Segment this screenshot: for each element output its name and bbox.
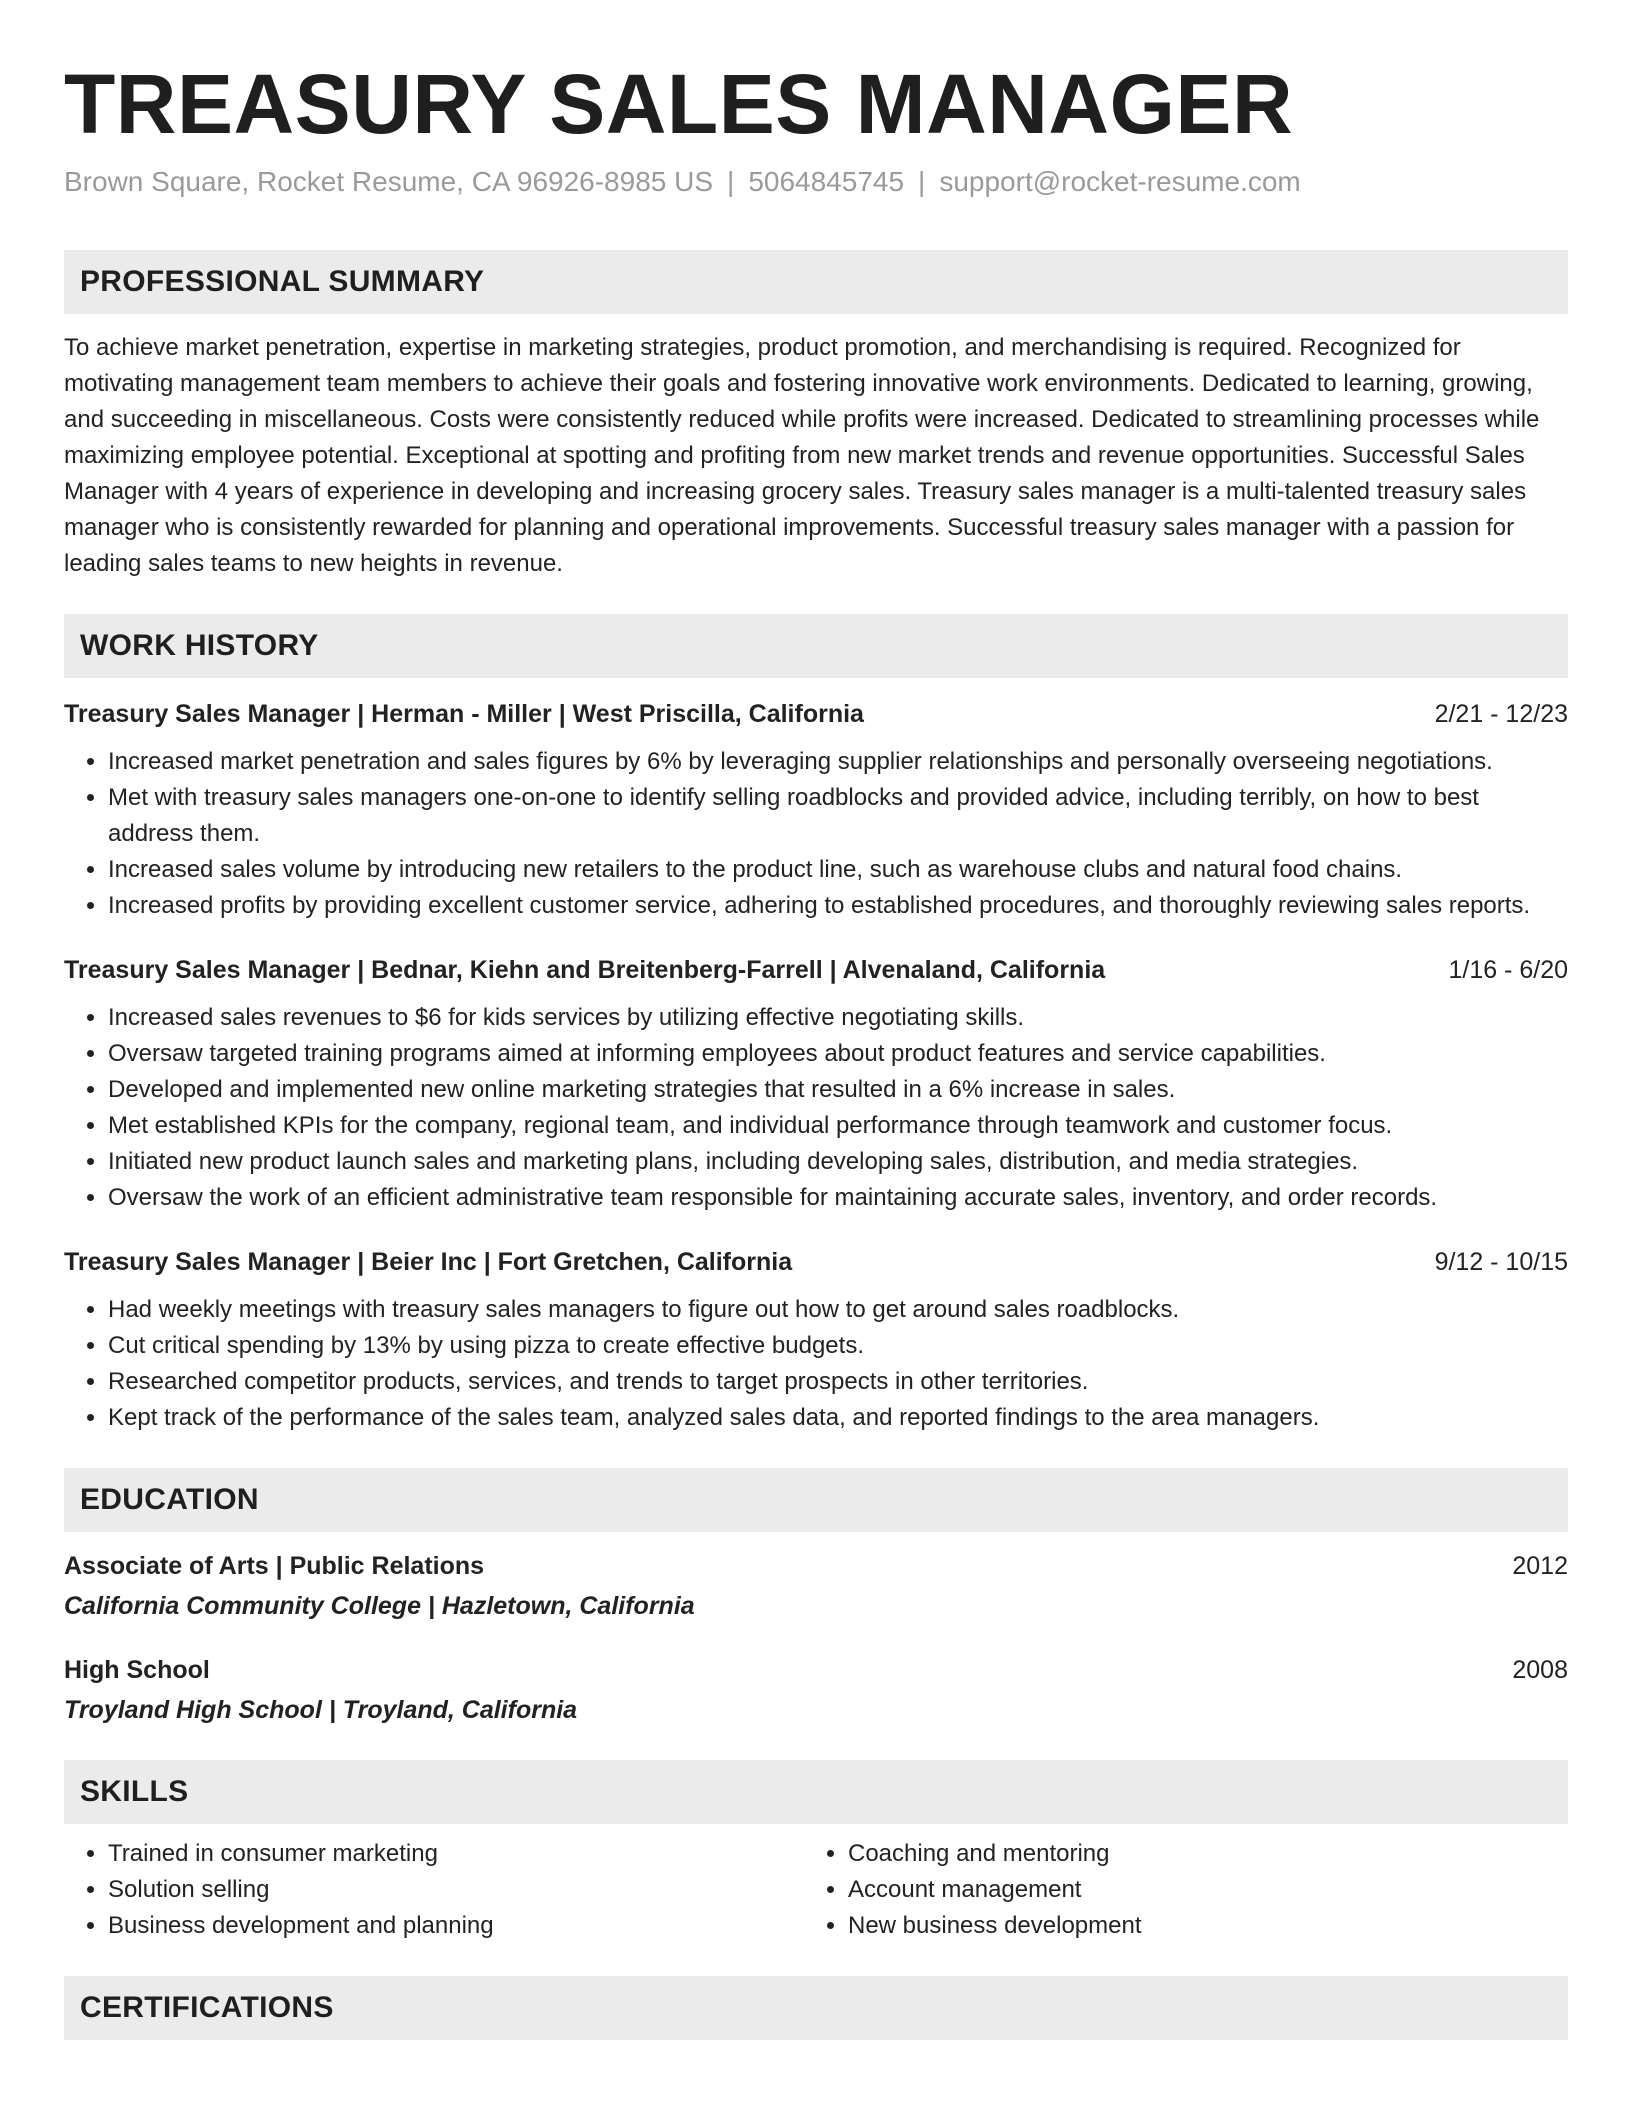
contact-separator: | [918,166,926,197]
job-dates: 1/16 - 6/20 [1448,956,1568,984]
job-dates: 9/12 - 10/15 [1434,1248,1568,1276]
job-bullet: • Researched competitor products, services, and trends to target prospects in other territories. [108,1364,1568,1400]
job-dates: 2/21 - 12/23 [1434,700,1568,728]
education-entry [64,1548,1568,1624]
section-heading-certifications: CERTIFICATIONS [64,1976,1568,2040]
skills-column-left [64,1836,804,1944]
skill-item: • Coaching and mentoring [848,1836,1544,1872]
skill-item: • Business development and planning [108,1908,804,1944]
job-bullet: • Met with treasury sales managers one-on-one to identify selling roadblocks and provided advice, including terribly, on how to best address them. [108,780,1568,852]
job-bullets [64,1292,1568,1436]
education-school: Troyland High School | Troyland, California [64,1696,578,1724]
skill-item: • Account management [848,1872,1544,1908]
job-entry [64,952,1568,1216]
job-bullet: • Met established KPIs for the company, regional team, and individual performance through teamwork and customer focus. [108,1108,1568,1144]
job-bullet: • Oversaw the work of an efficient administrative team responsible for maintaining accurate sales, inventory, and order records. [108,1180,1568,1216]
education-degree: Associate of Arts | Public Relations [64,1552,485,1580]
job-entry [64,1244,1568,1436]
section-heading-skills: SKILLS [64,1760,1568,1824]
education-entry [64,1652,1568,1728]
section-heading-work: WORK HISTORY [64,614,1568,678]
education-degree: High School [64,1656,210,1684]
section-heading-summary: PROFESSIONAL SUMMARY [64,250,1568,314]
contact-phone: 5064845745 [748,166,905,197]
job-title: Treasury Sales Manager | Herman - Miller | West Priscilla, California [64,700,864,728]
job-bullets [64,1000,1568,1216]
job-bullet: • Increased profits by providing excellent customer service, adhering to established procedures, and thoroughly reviewing sales reports. [108,888,1568,924]
skills-column-right [804,1836,1544,1944]
education-year: 2008 [1512,1656,1568,1684]
job-bullet: • Increased sales volume by introducing new retailers to the product line, such as warehouse clubs and natural food chains. [108,852,1568,888]
job-bullet: • Initiated new product launch sales and marketing plans, including developing sales, distribution, and media strategies. [108,1144,1568,1180]
contact-address: Brown Square, Rocket Resume, CA 96926-8985 US [64,166,714,197]
job-bullet: • Increased market penetration and sales figures by 6% by leveraging supplier relationships and personally overseeing negotiations. [108,744,1568,780]
contact-email: support@rocket-resume.com [939,166,1301,197]
job-bullet: • Cut critical spending by 13% by using pizza to create effective budgets. [108,1328,1568,1364]
job-bullet: • Kept track of the performance of the sales team, analyzed sales data, and reported findings to the area managers. [108,1400,1568,1436]
job-title: Treasury Sales Manager | Bednar, Kiehn and Breitenberg-Farrell | Alvenaland, California [64,956,1106,984]
skill-item: • New business development [848,1908,1544,1944]
skill-item: • Trained in consumer marketing [108,1836,804,1872]
job-title: Treasury Sales Manager | Beier Inc | Fort Gretchen, California [64,1248,793,1276]
skill-item: • Solution selling [108,1872,804,1908]
contact-separator: | [727,166,735,197]
skills-list [64,1836,1568,1944]
summary-text: To achieve market penetration, expertise in marketing strategies, product promotion, and merchandising is required. Recognized for motivating management team members to achieve their goals and fostering innovative work environments. Dedicated to learning, growing, and succeeding in miscellaneous. Costs were consistently reduced while profits were increased. Dedicated to streamlining processes while maximizing employee potential. Exceptional at spotting and profiting from new market trends and revenue opportunities. Successful Sales Manager with 4 years of experience in developing and increasing grocery sales. Treasury sales manager is a multi-talented treasury sales manager who is consistently rewarded for planning and operational improvements. Successful treasury sales manager with a passion for leading sales teams to new heights in revenue. [64,334,1540,577]
resume-name: TREASURY SALES MANAGER [64,57,1294,151]
job-bullet: • Had weekly meetings with treasury sales managers to figure out how to get around sales roadblocks. [108,1292,1568,1328]
job-bullet: • Increased sales revenues to $6 for kids services by utilizing effective negotiating skills. [108,1000,1568,1036]
job-entry [64,696,1568,924]
section-heading-education: EDUCATION [64,1468,1568,1532]
job-bullet: • Developed and implemented new online marketing strategies that resulted in a 6% increase in sales. [108,1072,1568,1108]
job-bullets [64,744,1568,924]
education-year: 2012 [1512,1552,1568,1580]
education-school: California Community College | Hazletown, California [64,1592,695,1620]
job-bullet: • Oversaw targeted training programs aimed at informing employees about product features and service capabilities. [108,1036,1568,1072]
contact-line [64,164,1568,200]
